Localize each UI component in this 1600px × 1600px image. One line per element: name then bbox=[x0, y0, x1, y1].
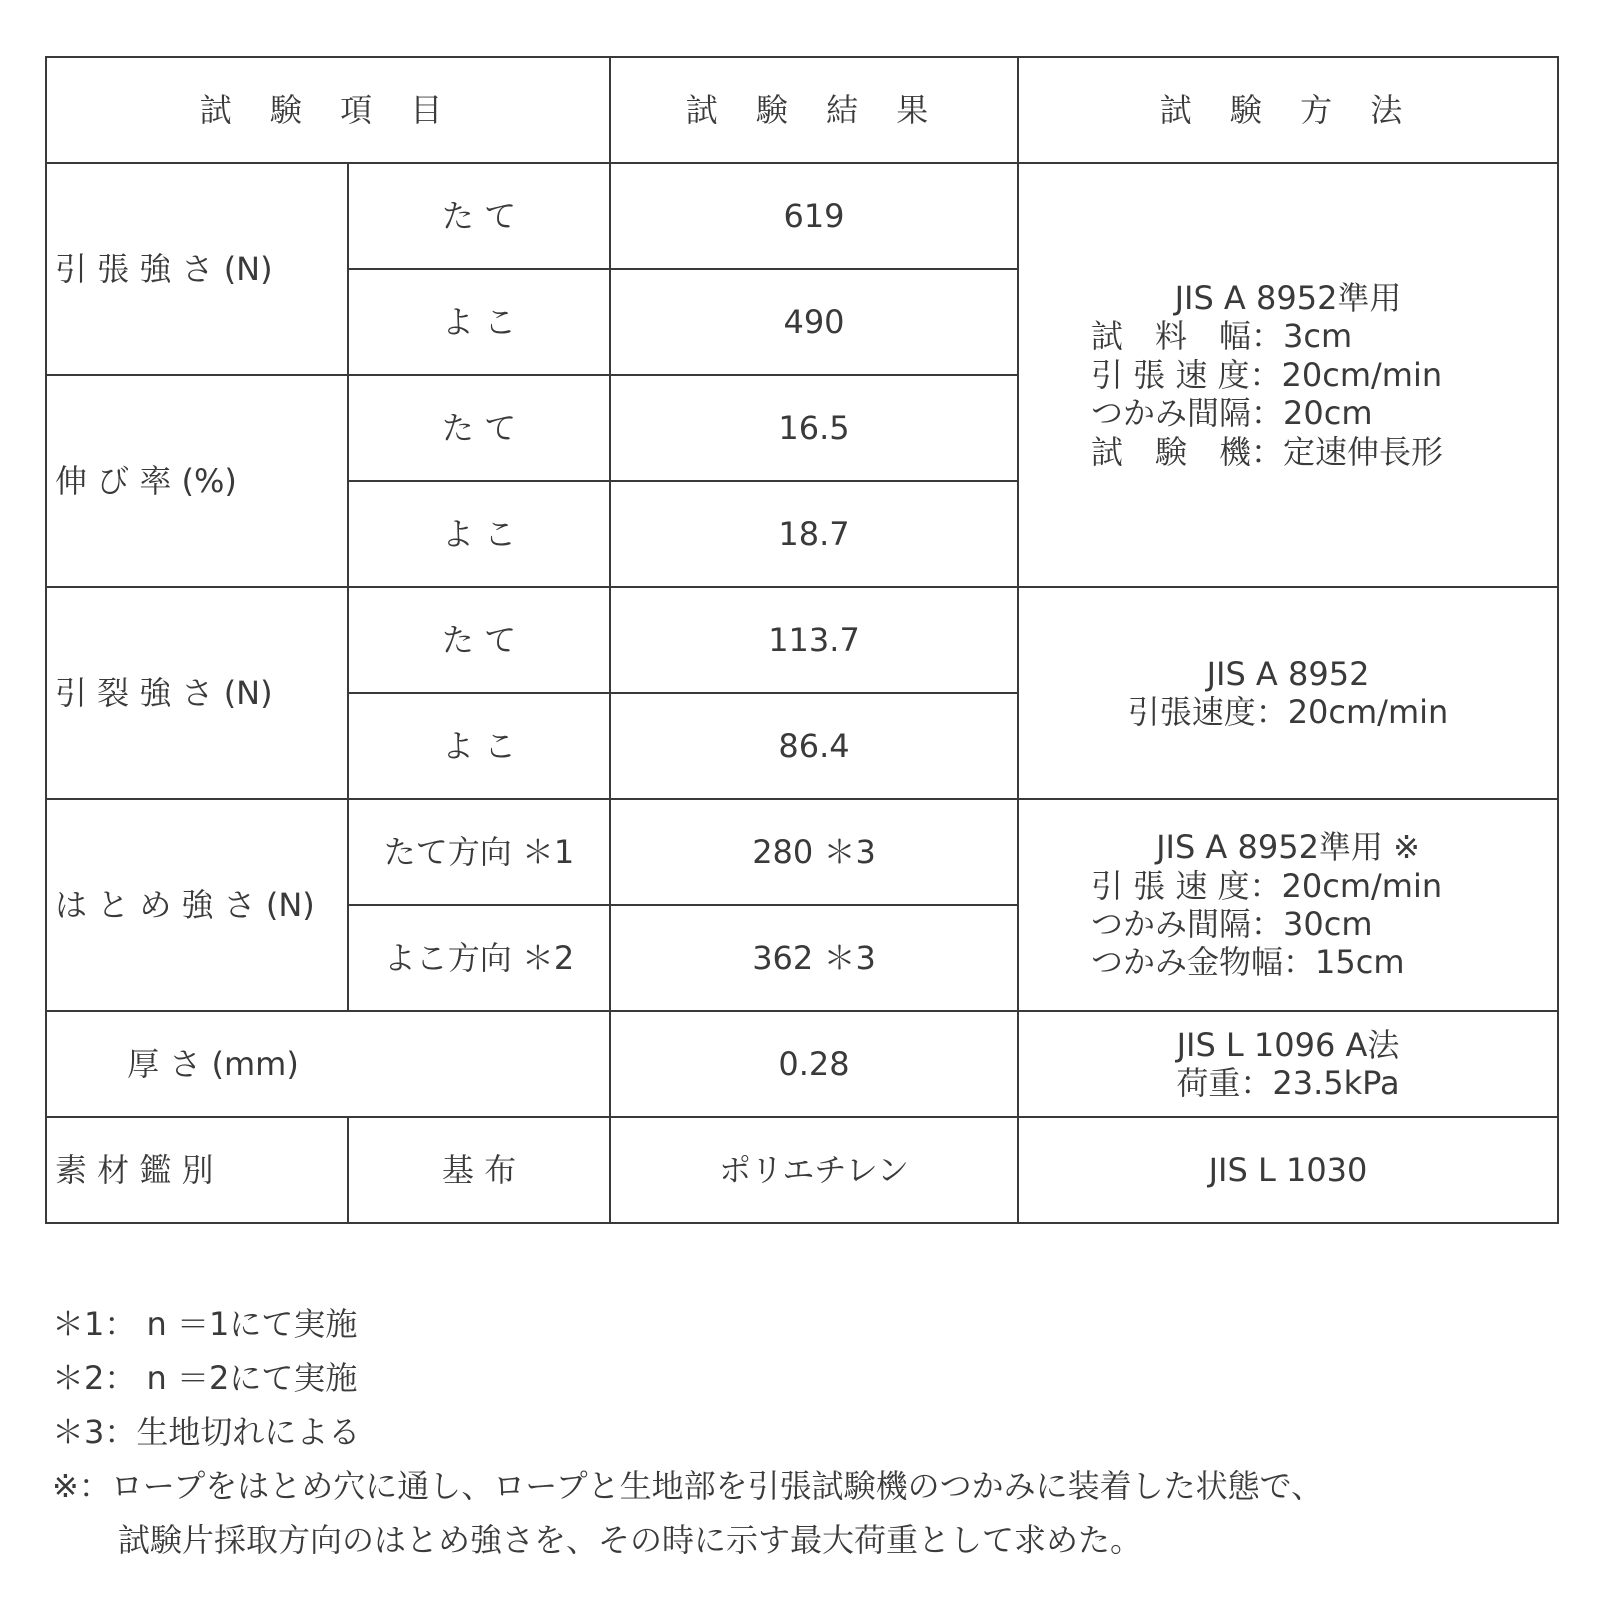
method-line: 試 験 機：定速伸長形 bbox=[1091, 432, 1444, 471]
method-grommet bbox=[1018, 799, 1558, 1011]
method-line: 引 張 速 度：20cm/min bbox=[1091, 355, 1443, 394]
method-line: つかみ間隔：20cm bbox=[1091, 394, 1373, 433]
elongation-warp-value: 16.5 bbox=[610, 375, 1018, 481]
table-row bbox=[46, 587, 1558, 693]
method-line: JIS L 1096 A法 bbox=[1176, 1025, 1400, 1064]
method-thickness bbox=[1018, 1011, 1558, 1117]
tear-weft-label: よ こ bbox=[348, 693, 610, 799]
tensile-weft-label: よ こ bbox=[348, 269, 610, 375]
tear-warp-value: 113.7 bbox=[610, 587, 1018, 693]
grommet-warp-label: たて方向 ＊1 bbox=[348, 799, 610, 905]
footnotes bbox=[52, 1297, 1323, 1567]
header-result: 試 験 結 果 bbox=[610, 57, 1018, 163]
tear-warp-label: た て bbox=[348, 587, 610, 693]
elongation-weft-label: よ こ bbox=[348, 481, 610, 587]
elongation-weft-value: 18.7 bbox=[610, 481, 1018, 587]
table-row bbox=[46, 163, 1558, 269]
grommet-warp-value: 280 ＊3 bbox=[610, 799, 1018, 905]
method-material: JIS L 1030 bbox=[1018, 1117, 1558, 1223]
material-value: ポリエチレン bbox=[610, 1117, 1018, 1223]
footnote: ＊3：生地切れによる bbox=[52, 1413, 361, 1451]
elongation-warp-label: た て bbox=[348, 375, 610, 481]
method-tear bbox=[1018, 587, 1558, 799]
material-label: 素 材 鑑 別 bbox=[46, 1117, 348, 1223]
method-line: つかみ金物幅：15cm bbox=[1091, 943, 1405, 982]
grommet-label: は と め 強 さ (N) bbox=[46, 799, 348, 1011]
tear-label: 引 裂 強 さ (N) bbox=[46, 587, 348, 799]
footnote: 試験片採取方向のはとめ強さを、その時に示す最大荷重として求めた。 bbox=[118, 1521, 1143, 1559]
header-item: 試 験 項 目 bbox=[46, 57, 610, 163]
method-line: JIS A 8952準用 ※ bbox=[1156, 828, 1420, 867]
method-tensile-elongation bbox=[1018, 163, 1558, 587]
footnote: ※：ロープをはとめ穴に通し、ロープと生地部を引張試験機のつかみに装着した状態で、 bbox=[52, 1467, 1323, 1505]
method-line: 試 料 幅：3cm bbox=[1091, 317, 1353, 356]
table-row bbox=[46, 799, 1558, 905]
method-line: 荷重：23.5kPa bbox=[1176, 1064, 1400, 1102]
method-line: JIS A 8952準用 bbox=[1174, 279, 1402, 318]
grommet-weft-label: よこ方向 ＊2 bbox=[348, 905, 610, 1011]
material-sub-label: 基 布 bbox=[348, 1117, 610, 1223]
footnote: ＊2： n ＝2にて実施 bbox=[52, 1359, 358, 1397]
elongation-label: 伸 び 率 (%) bbox=[46, 375, 348, 587]
table-row bbox=[46, 1011, 1558, 1117]
grommet-weft-value: 362 ＊3 bbox=[610, 905, 1018, 1011]
tensile-warp-value: 619 bbox=[610, 163, 1018, 269]
table-row bbox=[46, 1117, 1558, 1223]
thickness-label: 厚 さ (mm) bbox=[46, 1011, 610, 1117]
header-method: 試 験 方 法 bbox=[1018, 57, 1558, 163]
test-results-table bbox=[45, 56, 1559, 1224]
tensile-warp-label: た て bbox=[348, 163, 610, 269]
method-line: 引 張 速 度：20cm/min bbox=[1091, 866, 1443, 905]
tear-weft-value: 86.4 bbox=[610, 693, 1018, 799]
footnote: ＊1： n ＝1にて実施 bbox=[52, 1305, 358, 1343]
thickness-value: 0.28 bbox=[610, 1011, 1018, 1117]
method-line: JIS A 8952 bbox=[1206, 654, 1370, 693]
header-row bbox=[46, 57, 1558, 163]
tensile-weft-value: 490 bbox=[610, 269, 1018, 375]
method-line: 引張速度：20cm/min bbox=[1127, 693, 1449, 731]
method-line: つかみ間隔：30cm bbox=[1091, 905, 1373, 943]
tensile-label: 引 張 強 さ (N) bbox=[46, 163, 348, 375]
